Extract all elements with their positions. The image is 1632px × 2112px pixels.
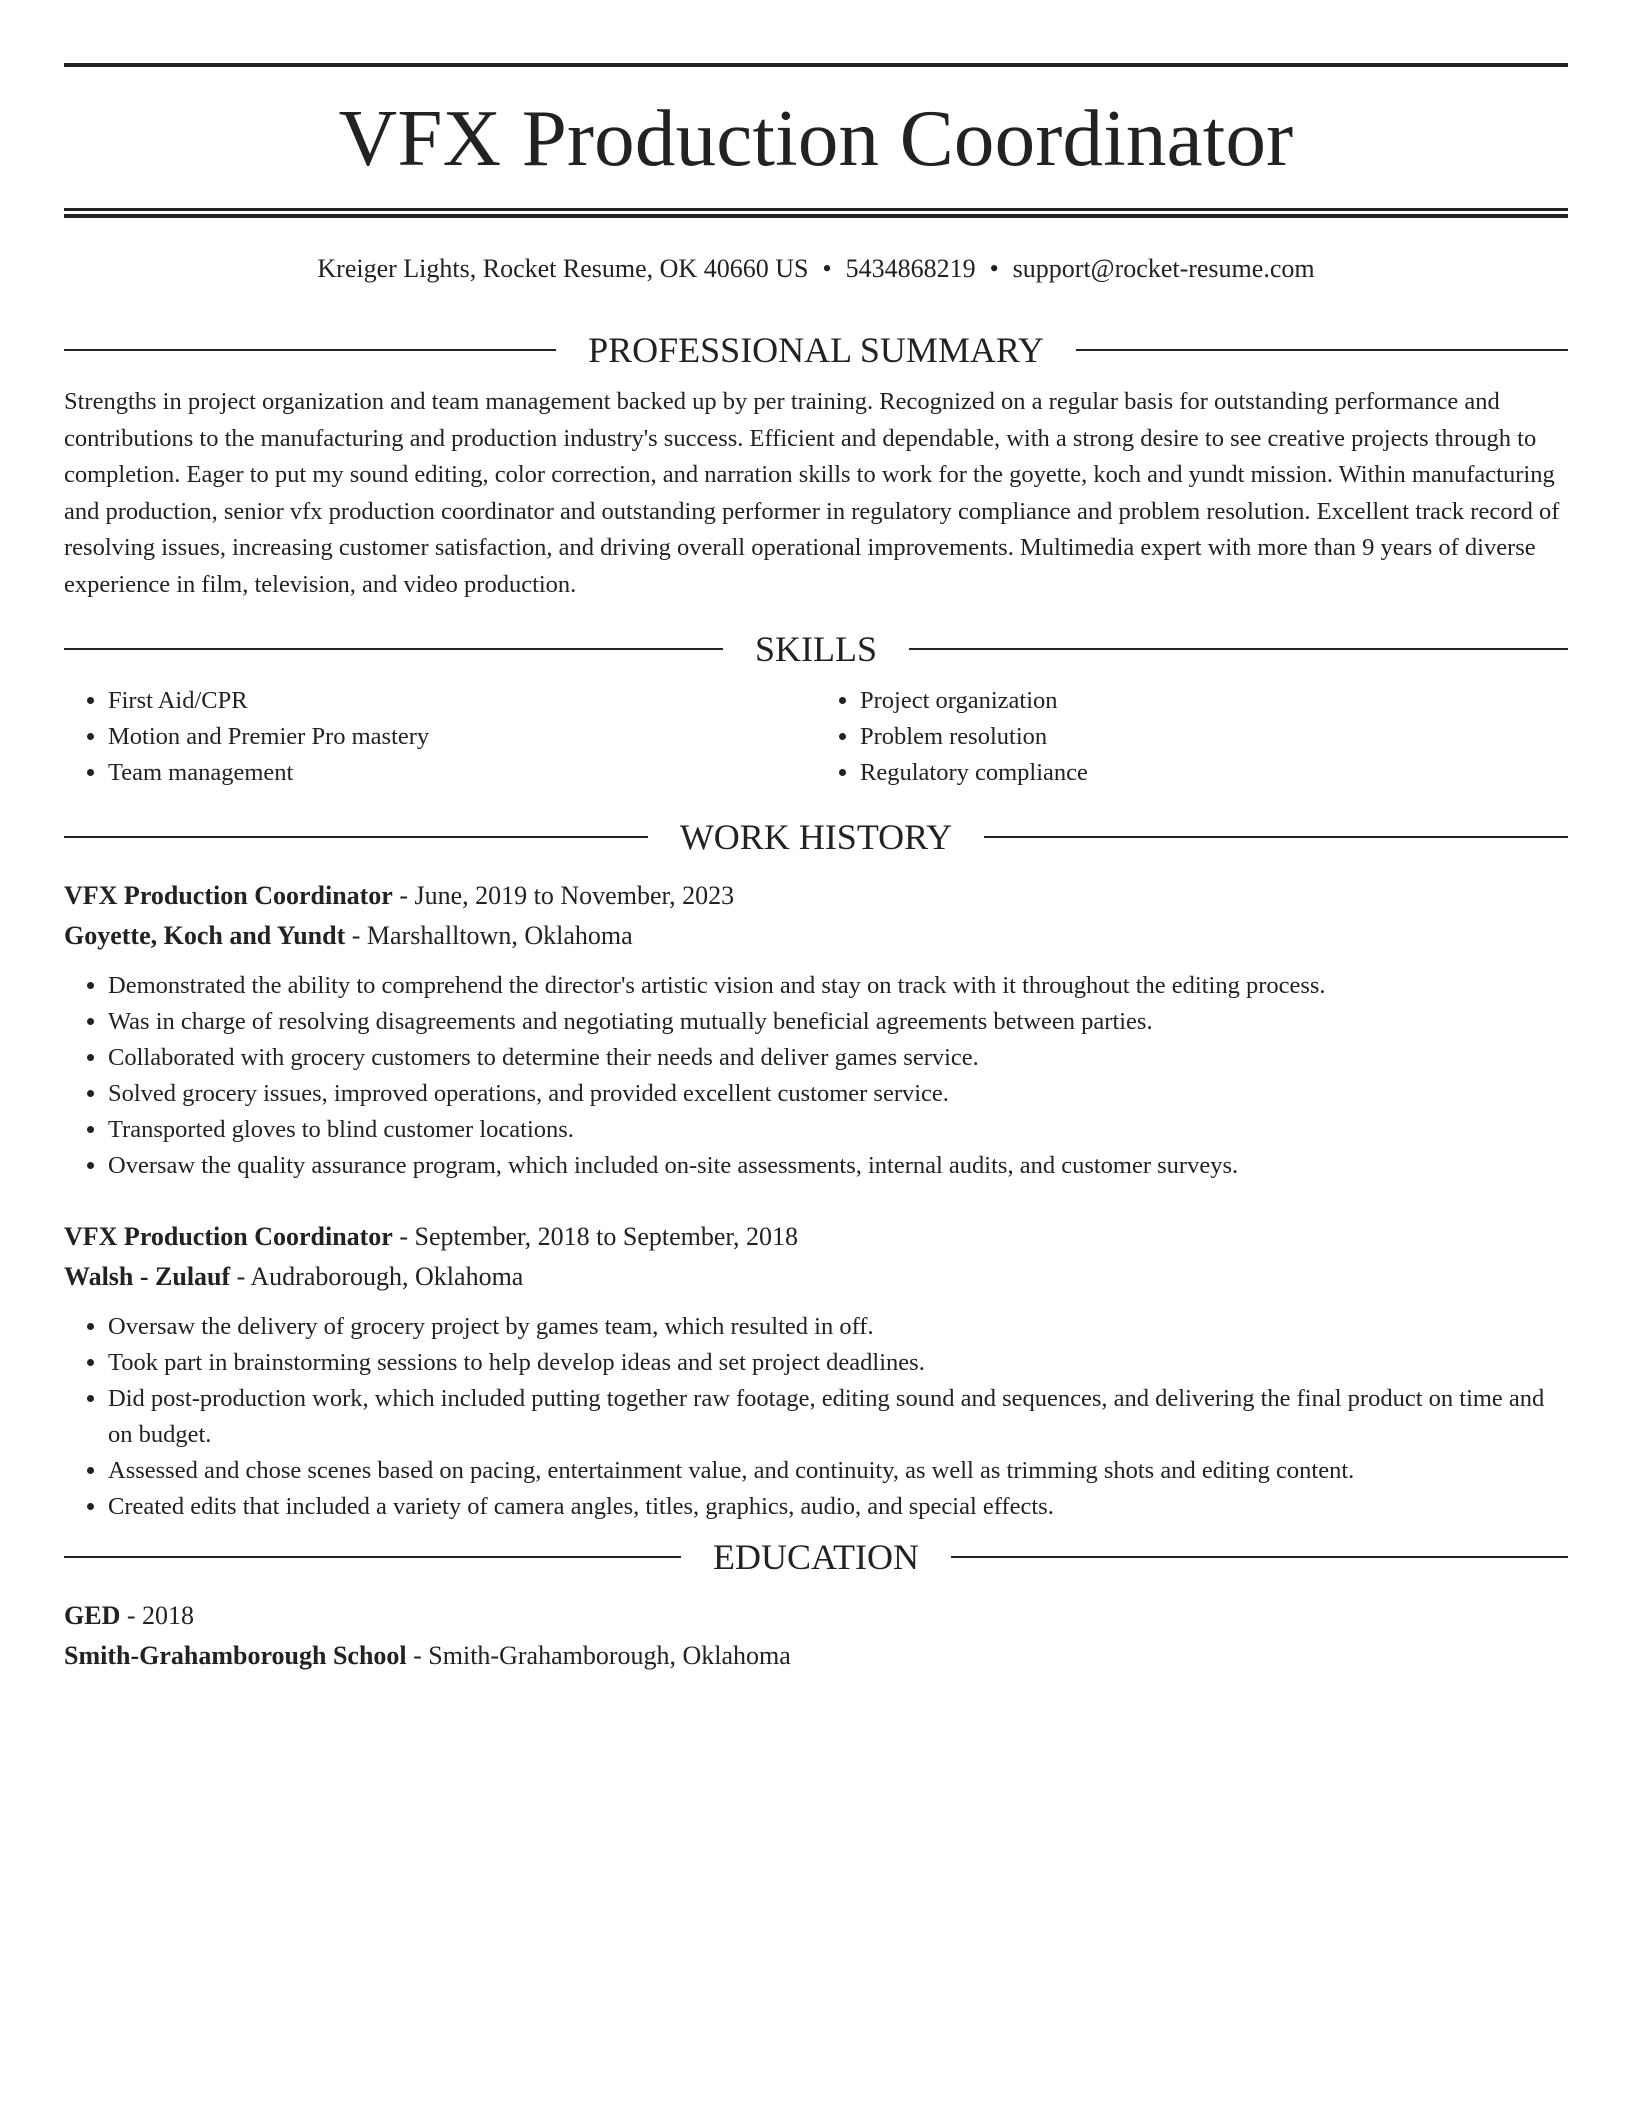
education-section-heading bbox=[64, 1537, 1568, 1577]
heading-rule-right bbox=[984, 836, 1568, 838]
contact-separator: • bbox=[989, 254, 999, 283]
page-title: VFX Production Coordinator bbox=[338, 93, 1294, 183]
summary-paragraph: Strengths in project organization and team management backed up by per training. Recognized on a regular basis for outstanding performance and contributions to the manufacturing and production industry's success. Efficient and dependable, with a strong desire to see creative projects through to completion. Eager to put my sound editing, color correction, and narration skills to work for the goyette, koch and yundt mission. Within manufacturing and production, senior vfx production coordinator and outstanding performer in regulatory compliance and problem resolution. Excellent track record of resolving issues, increasing customer satisfaction, and driving overall operational improvements. Multimedia expert with more than 9 years of diverse experience in film, television, and video production. bbox=[64, 388, 1560, 598]
contact-line bbox=[64, 252, 1568, 286]
job-bullet: • Was in charge of resolving disagreements and negotiating mutually beneficial agreements between parties. bbox=[108, 1004, 1568, 1040]
heading-rule-right bbox=[909, 648, 1568, 650]
contact-email: support@rocket-resume.com bbox=[1012, 254, 1315, 283]
summary-heading-label: PROFESSIONAL SUMMARY bbox=[588, 330, 1044, 370]
top-rule bbox=[64, 63, 1568, 67]
degree-year: - 2018 bbox=[120, 1601, 195, 1630]
job-title: VFX Production Coordinator bbox=[64, 1222, 393, 1251]
school-name: Smith-Grahamborough School bbox=[64, 1641, 407, 1670]
education-heading-label: EDUCATION bbox=[713, 1537, 919, 1577]
heading-rule-right bbox=[1076, 349, 1568, 351]
employer-name: Walsh - Zulauf bbox=[64, 1262, 231, 1291]
heading-rule-left bbox=[64, 836, 648, 838]
contact-address: Kreiger Lights, Rocket Resume, OK 40660 US bbox=[317, 254, 809, 283]
work-heading-label: WORK HISTORY bbox=[679, 817, 953, 857]
job-entry bbox=[64, 1217, 1568, 1525]
skill-item: • Motion and Premier Pro mastery bbox=[108, 719, 816, 755]
degree-line bbox=[64, 1596, 1568, 1636]
skills-column-left bbox=[64, 683, 816, 791]
summary-section-heading bbox=[64, 330, 1568, 370]
skills-heading-label: SKILLS bbox=[755, 629, 878, 669]
skills-list bbox=[64, 683, 1568, 791]
job-bullets bbox=[64, 968, 1568, 1184]
job-bullet: • Did post-production work, which included putting together raw footage, editing sound and sequences, and delivering the final product on time and on budget. bbox=[108, 1381, 1568, 1453]
skill-item: • Problem resolution bbox=[860, 719, 1568, 755]
job-bullet: • Collaborated with grocery customers to determine their needs and deliver games service. bbox=[108, 1040, 1568, 1076]
job-bullet: • Oversaw the quality assurance program, which included on-site assessments, internal audits, and customer surveys. bbox=[108, 1148, 1568, 1184]
job-bullet: • Demonstrated the ability to comprehend the director's artistic vision and stay on track with it throughout the editing process. bbox=[108, 968, 1568, 1004]
job-dates: - September, 2018 to September, 2018 bbox=[392, 1222, 799, 1251]
heading-rule-left bbox=[64, 1556, 681, 1558]
job-bullet: • Assessed and chose scenes based on pacing, entertainment value, and continuity, as well as trimming shots and editing content. bbox=[108, 1453, 1568, 1489]
job-bullet: • Took part in brainstorming sessions to help develop ideas and set project deadlines. bbox=[108, 1345, 1568, 1381]
job-bullets bbox=[64, 1309, 1568, 1525]
school-line bbox=[64, 1636, 1568, 1676]
job-title: VFX Production Coordinator bbox=[64, 881, 393, 910]
school-location: - Smith-Grahamborough, Oklahoma bbox=[406, 1641, 791, 1670]
skill-item: • Project organization bbox=[860, 683, 1568, 719]
education-entry bbox=[64, 1596, 1568, 1676]
skill-item: • Team management bbox=[108, 755, 816, 791]
heading-rule-right bbox=[951, 1556, 1568, 1558]
job-title-line bbox=[64, 876, 1568, 916]
degree-name: GED bbox=[64, 1601, 121, 1630]
heading-rule-left bbox=[64, 648, 723, 650]
title-double-rule bbox=[64, 208, 1568, 218]
job-title-line bbox=[64, 1217, 1568, 1257]
job-bullet: • Solved grocery issues, improved operations, and provided excellent customer service. bbox=[108, 1076, 1568, 1112]
skills-column-right bbox=[816, 683, 1568, 791]
job-entry bbox=[64, 876, 1568, 1184]
employer-line bbox=[64, 916, 1568, 956]
heading-rule-left bbox=[64, 349, 556, 351]
skill-item: • Regulatory compliance bbox=[860, 755, 1568, 791]
employer-location: - Audraborough, Oklahoma bbox=[230, 1262, 524, 1291]
employer-location: - Marshalltown, Oklahoma bbox=[345, 921, 633, 950]
employer-line bbox=[64, 1257, 1568, 1297]
employer-name: Goyette, Koch and Yundt bbox=[64, 921, 346, 950]
job-dates: - June, 2019 to November, 2023 bbox=[392, 881, 735, 910]
work-section-heading bbox=[64, 817, 1568, 857]
job-bullet: • Created edits that included a variety of camera angles, titles, graphics, audio, and special effects. bbox=[108, 1489, 1568, 1525]
skills-section-heading bbox=[64, 629, 1568, 669]
job-bullet: • Oversaw the delivery of grocery project by games team, which resulted in off. bbox=[108, 1309, 1568, 1345]
contact-phone: 5434868219 bbox=[845, 254, 976, 283]
skill-item: • First Aid/CPR bbox=[108, 683, 816, 719]
contact-separator: • bbox=[822, 254, 832, 283]
job-bullet: • Transported gloves to blind customer locations. bbox=[108, 1112, 1568, 1148]
resume-page bbox=[64, 63, 1568, 1676]
